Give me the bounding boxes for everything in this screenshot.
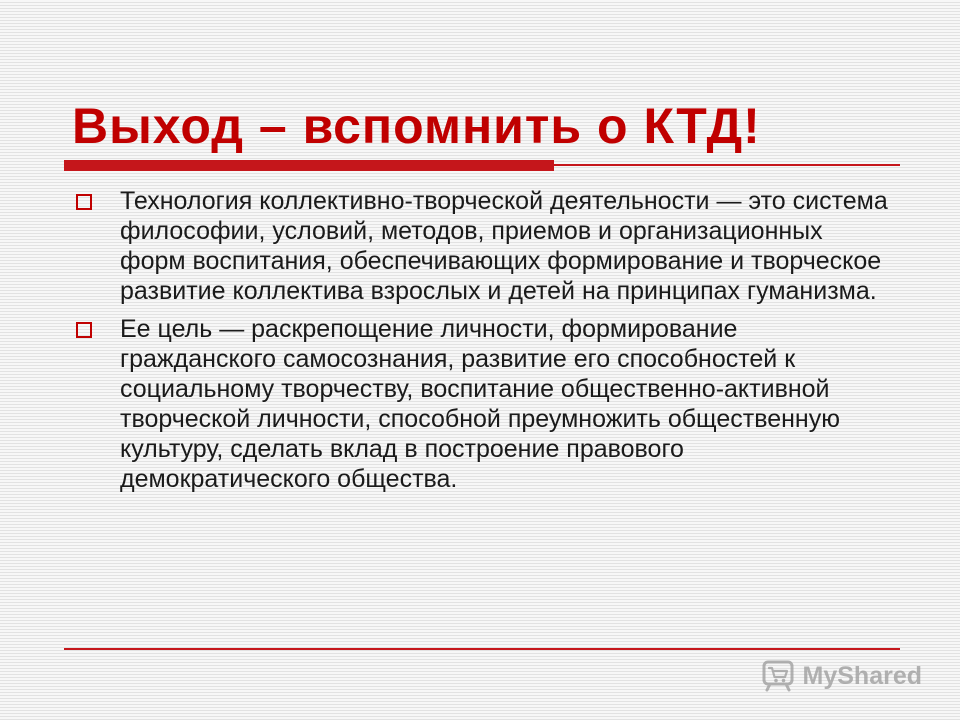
slide-title: Выход – вспомнить о КТД! bbox=[72, 98, 761, 154]
square-bullet-icon bbox=[76, 322, 92, 338]
shopping-cart-icon bbox=[761, 659, 795, 693]
bullet-text: Ее цель — раскрепощение личности, формирование гражданского самосознания, развитие его способностей к социальному творчеству, воспитание общественно-активной творческой личности, способной преумножить общественную культуру, сделать вклад в построение правового демократического общества. bbox=[120, 315, 840, 493]
bottom-rule bbox=[64, 648, 900, 650]
watermark-text: MyShared bbox=[802, 661, 922, 690]
square-bullet-icon bbox=[76, 194, 92, 210]
bullet-text: Технология коллективно-творческой деятельности — это система философии, условий, методов, приемов и организационных форм воспитания, обеспечивающих формирование и творческое развитие коллектива взрослых и детей на принципах гуманизма. bbox=[120, 187, 888, 305]
bullet-item bbox=[72, 314, 892, 494]
title-underline-bar bbox=[64, 160, 554, 171]
bullet-item bbox=[72, 186, 892, 306]
watermark bbox=[761, 656, 922, 696]
bullet-list bbox=[72, 186, 892, 502]
title-underline-rule bbox=[554, 164, 900, 166]
